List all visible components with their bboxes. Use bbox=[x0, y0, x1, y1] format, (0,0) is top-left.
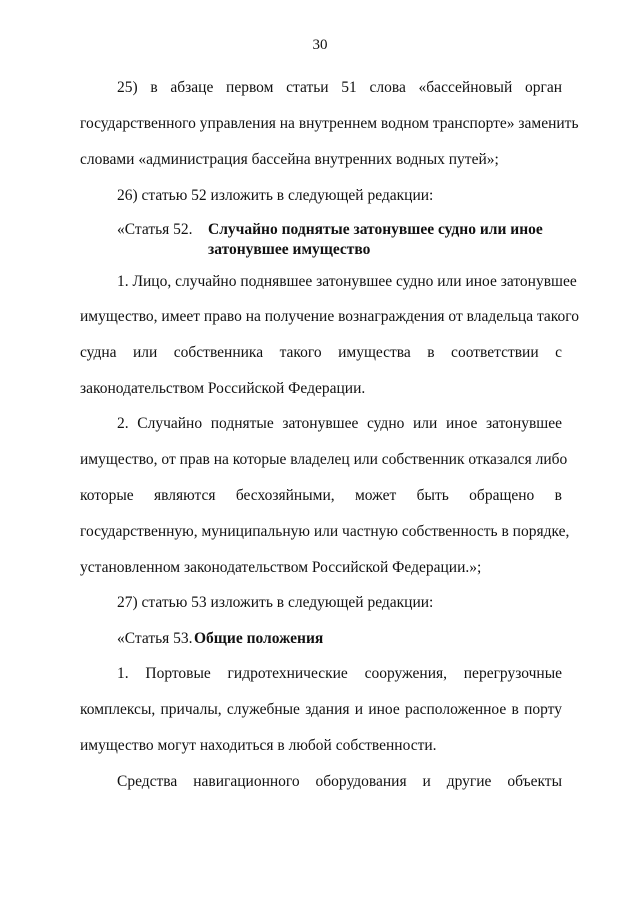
text-line: комплексы, причалы, служебные здания и иное расположенное в порту bbox=[80, 701, 562, 718]
text-line: имущество могут находиться в любой собственности. bbox=[80, 737, 437, 754]
article-52-label: «Статья 52. bbox=[117, 221, 193, 238]
text-line: имущество, от прав на которые владелец или собственник отказался либо bbox=[80, 451, 568, 468]
text-line: которые являются бесхозяйными, может быть обращено в bbox=[80, 487, 562, 504]
paragraph-27: 27) статью 53 изложить в следующей редакции: bbox=[117, 594, 434, 611]
text-line: государственного управления на внутреннем водном транспорте» заменить bbox=[80, 115, 579, 132]
page-number: 30 bbox=[312, 37, 328, 53]
article-53-title: Общие положения bbox=[194, 630, 324, 647]
text-line: 2. Случайно поднятые затонувшее судно или иное затонувшее bbox=[117, 415, 562, 432]
text-line: 1. Лицо, случайно поднявшее затонувшее судно или иное затонувшее bbox=[117, 273, 577, 290]
text-line: государственную, муниципальную или частную собственность в порядке, bbox=[80, 523, 570, 540]
text-line: Средства навигационного оборудования и другие объекты bbox=[117, 773, 562, 790]
text-line: 25) в абзаце первом статьи 51 слова «бассейновый орган bbox=[117, 79, 562, 96]
text-line: судна или собственника такого имущества в соответствии с bbox=[80, 344, 562, 361]
text-line: имущество, имеет право на получение вознаграждения от владельца такого bbox=[80, 308, 580, 325]
article-52-title-line: Случайно поднятые затонувшее судно или иное bbox=[208, 221, 543, 238]
text-line: 1. Портовые гидротехнические сооружения, перегрузочные bbox=[117, 665, 562, 682]
text-line: установленном законодательством Российской Федерации.»; bbox=[80, 559, 482, 576]
paragraph-26: 26) статью 52 изложить в следующей редакции: bbox=[117, 187, 434, 204]
text-line: законодательством Российской Федерации. bbox=[80, 380, 366, 397]
article-52-title-line: затонувшее имущество bbox=[208, 241, 371, 258]
text-line: словами «администрация бассейна внутренних водных путей»; bbox=[80, 151, 499, 168]
article-53-label: «Статья 53. bbox=[117, 630, 193, 647]
